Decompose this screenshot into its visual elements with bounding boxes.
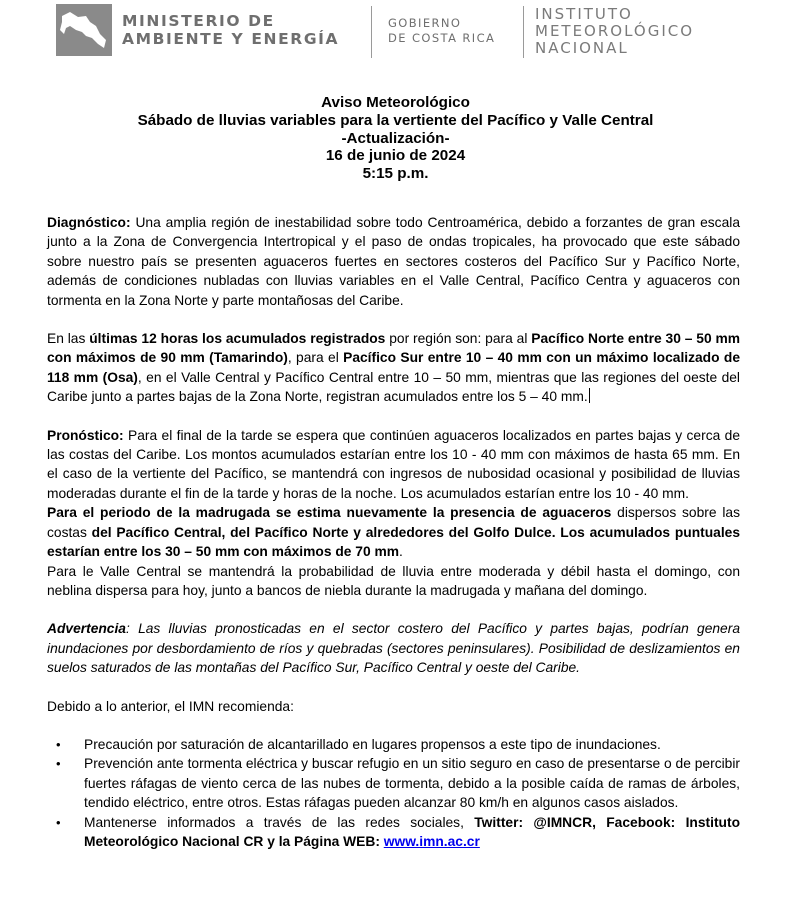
ministry-name: MINISTERIO DE AMBIENTE Y ENERGÍA bbox=[122, 12, 340, 48]
title-time: 5:15 p.m. bbox=[362, 165, 429, 183]
notice-body bbox=[47, 213, 740, 851]
list-item: • Mantenerse informados a través de las redes sociales, Twitter: @IMNCR, Facebook: Instituto Meteorológico Nacional CR y la Página WEB: www.imn.ac.cr bbox=[84, 813, 740, 852]
header-divider bbox=[523, 6, 524, 58]
imn-website-link[interactable]: www.imn.ac.cr bbox=[383, 833, 480, 849]
list-item: • Prevención ante tormenta eléctrica y buscar refugio en un sitio seguro en caso de presentarse o de percibir fuertes ráfagas de viento cerca de las nubes de tormenta, debido a la posible caída de ramas de árboles, tendido eléctrico, entre otros. Estas ráfagas pueden alcanzar 80 km/h en algunos casos aislados. bbox=[84, 754, 740, 812]
pronostico-label: Pronóstico: bbox=[47, 427, 124, 443]
notice-title bbox=[0, 94, 791, 183]
title-date: 16 de junio de 2024 bbox=[325, 147, 466, 165]
title-update: -Actualización- bbox=[341, 129, 450, 147]
diagnostico-paragraph: Diagnóstico: Una amplia región de inestabilidad sobre todo Centroamérica, debido a forzantes de gran escala junto a la Zona de Convergencia Intertropical y el paso de ondas tropicales, ha provocado que este sábado sobre nuestro país se presenten aguaceros fuertes en sectores costeros del Pacífico Sur y Pacífico Norte, además de condiciones nubladas con lluvias variables en el Valle Central, Pacífico Centra y aguaceros con tormenta en la Zona Norte y parte montañosas del Caribe. bbox=[47, 215, 740, 308]
advertencia-paragraph: Advertencia: Las lluvias pronosticadas en el sector costero del Pacífico y partes bajas, podrían genera inundaciones por desbordamiento de ríos y quebradas (sectores peninsulares). Posibilidad de deslizamientos en suelos saturados de las montañas del Pacífico Sur, Pacífico Central y oeste del Caribe. bbox=[47, 621, 740, 676]
institute-name: INSTITUTO METEOROLÓGICO NACIONAL bbox=[535, 5, 695, 57]
letterhead bbox=[0, 0, 791, 70]
title-headline: Sábado de lluvias variables para la vertiente del Pacífico y Valle Central bbox=[137, 111, 654, 129]
advertencia-label: Advertencia bbox=[47, 621, 126, 637]
title-line: Aviso Meteorológico bbox=[321, 94, 470, 111]
header-divider bbox=[371, 6, 372, 58]
diagnostico-label: Diagnóstico: bbox=[47, 215, 131, 230]
government-name: GOBIERNO DE COSTA RICA bbox=[388, 16, 496, 45]
ministry-logo-icon bbox=[56, 4, 112, 56]
text-cursor bbox=[589, 388, 590, 403]
acumulados-paragraph: En las últimas 12 horas los acumulados registrados por región son: para al Pacífico Norte entre 30 – 50 mm con máximos de 90 mm (Tamarindo), para el Pacífico Sur entre 10 – 40 mm con un máximo localizado de 118 mm (Osa), en el Valle Central y Pacífico Central entre 10 – 50 mm, mientras que las regiones del oeste del Caribe junto a partes bajas de la Zona Norte, registran acumulados entre los 5 – 40 mm. bbox=[47, 331, 741, 405]
pronostico-paragraph: Pronóstico: Para el final de la tarde se espera que continúen aguaceros localizados en partes bajas y cerca de las costas del Caribe. Los montos acumulados estarían entre los 10 - 40 mm con máximos de hasta 65 mm. En el caso de la vertiente del Pacífico, se mantendrá con ingresos de nubosidad ocasional y posibilidad de lluvias moderadas durante el fin de la tarde y horas de la noche. Los acumulados estarían entre los 10 - 40 mm. bbox=[47, 427, 740, 501]
list-item: • Precaución por saturación de alcantarillado en lugares propensos a este tipo de inundaciones. bbox=[84, 735, 740, 754]
madrugada-paragraph: Para el periodo de la madrugada se estima nuevamente la presencia de aguaceros dispersos sobre las costas del Pacífico Central, del Pacífico Norte y alrededores del Golfo Dulce. Los acumulados puntuales estarían entre los 30 – 50 mm con máximos de 70 mm. bbox=[47, 505, 740, 560]
valle-paragraph: Para le Valle Central se mantendrá la probabilidad de lluvia entre moderada y débil hasta el domingo, con neblina dispersa para hoy, junto a bancos de niebla durante la madrugada y mañana del domingo. bbox=[47, 563, 740, 598]
recomienda-paragraph: Debido a lo anterior, el IMN recomienda: bbox=[47, 698, 294, 714]
recommendation-list bbox=[47, 735, 740, 851]
